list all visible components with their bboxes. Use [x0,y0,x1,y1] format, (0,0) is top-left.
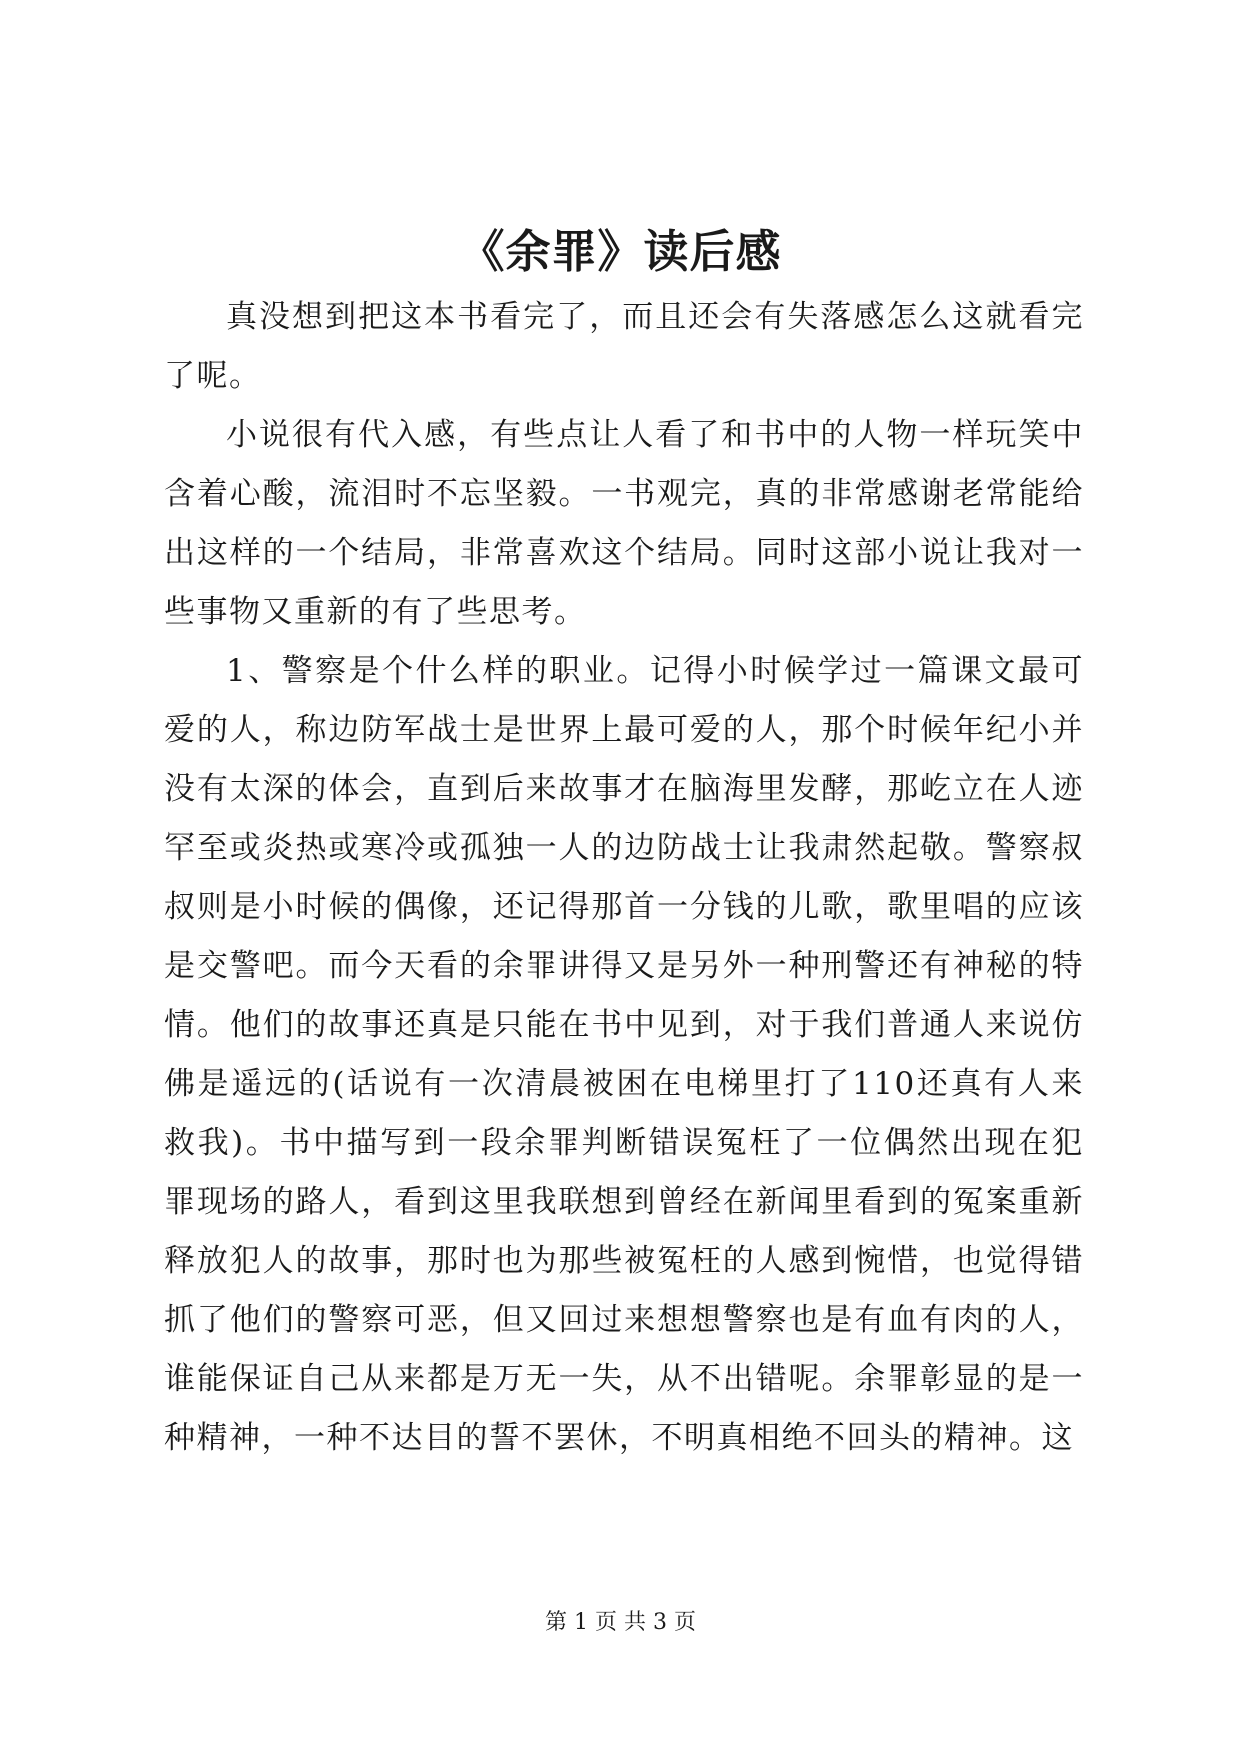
paragraph-3: 1、警察是个什么样的职业。记得小时候学过一篇课文最可爱的人，称边防军战士是世界上最可爱的人，那个时候年纪小并没有太深的体会，直到后来故事才在脑海里发酵，那屹立在人迹罕至或炎热或寒冷或孤独一人的边防战士让我肃然起敬。警察叔叔则是小时候的偶像，还记得那首一分钱的儿歌，歌里唱的应该是交警吧。而今天看的余罪讲得又是另外一种刑警还有神秘的特情。他们的故事还真是只能在书中见到，对于我们普通人来说仿佛是遥远的(话说有一次清晨被困在电梯里打了110还真有人来救我)。书中描写到一段余罪判断错误冤枉了一位偶然出现在犯罪现场的路人，看到这里我联想到曾经在新闻里看到的冤案重新释放犯人的故事，那时也为那些被冤枉的人感到惋惜，也觉得错抓了他们的警察可恶，但又回过来想想警察也是有血有肉的人，谁能保证自己从来都是万无一失，从不出错呢。余罪彰显的是一种精神，一种不达目的誓不罢休，不明真相绝不回头的精神。这 [164,653,1084,1456]
paragraph-1: 真没想到把这本书看完了，而且还会有失落感怎么这就看完了呢。 [164,299,1084,394]
page-footer: 第 1 页 共 3 页 [545,1610,696,1635]
paragraph-2: 小说很有代入感，有些点让人看了和书中的人物一样玩笑中含着心酸，流泪时不忘坚毅。一书观完，真的非常感谢老常能给出这样的一个结局，非常喜欢这个结局。同时这部小说让我对一些事物又重新的有了些思考。 [164,417,1084,630]
document-title: 《余罪》读后感 [459,225,782,278]
document-body [164,288,1084,1468]
